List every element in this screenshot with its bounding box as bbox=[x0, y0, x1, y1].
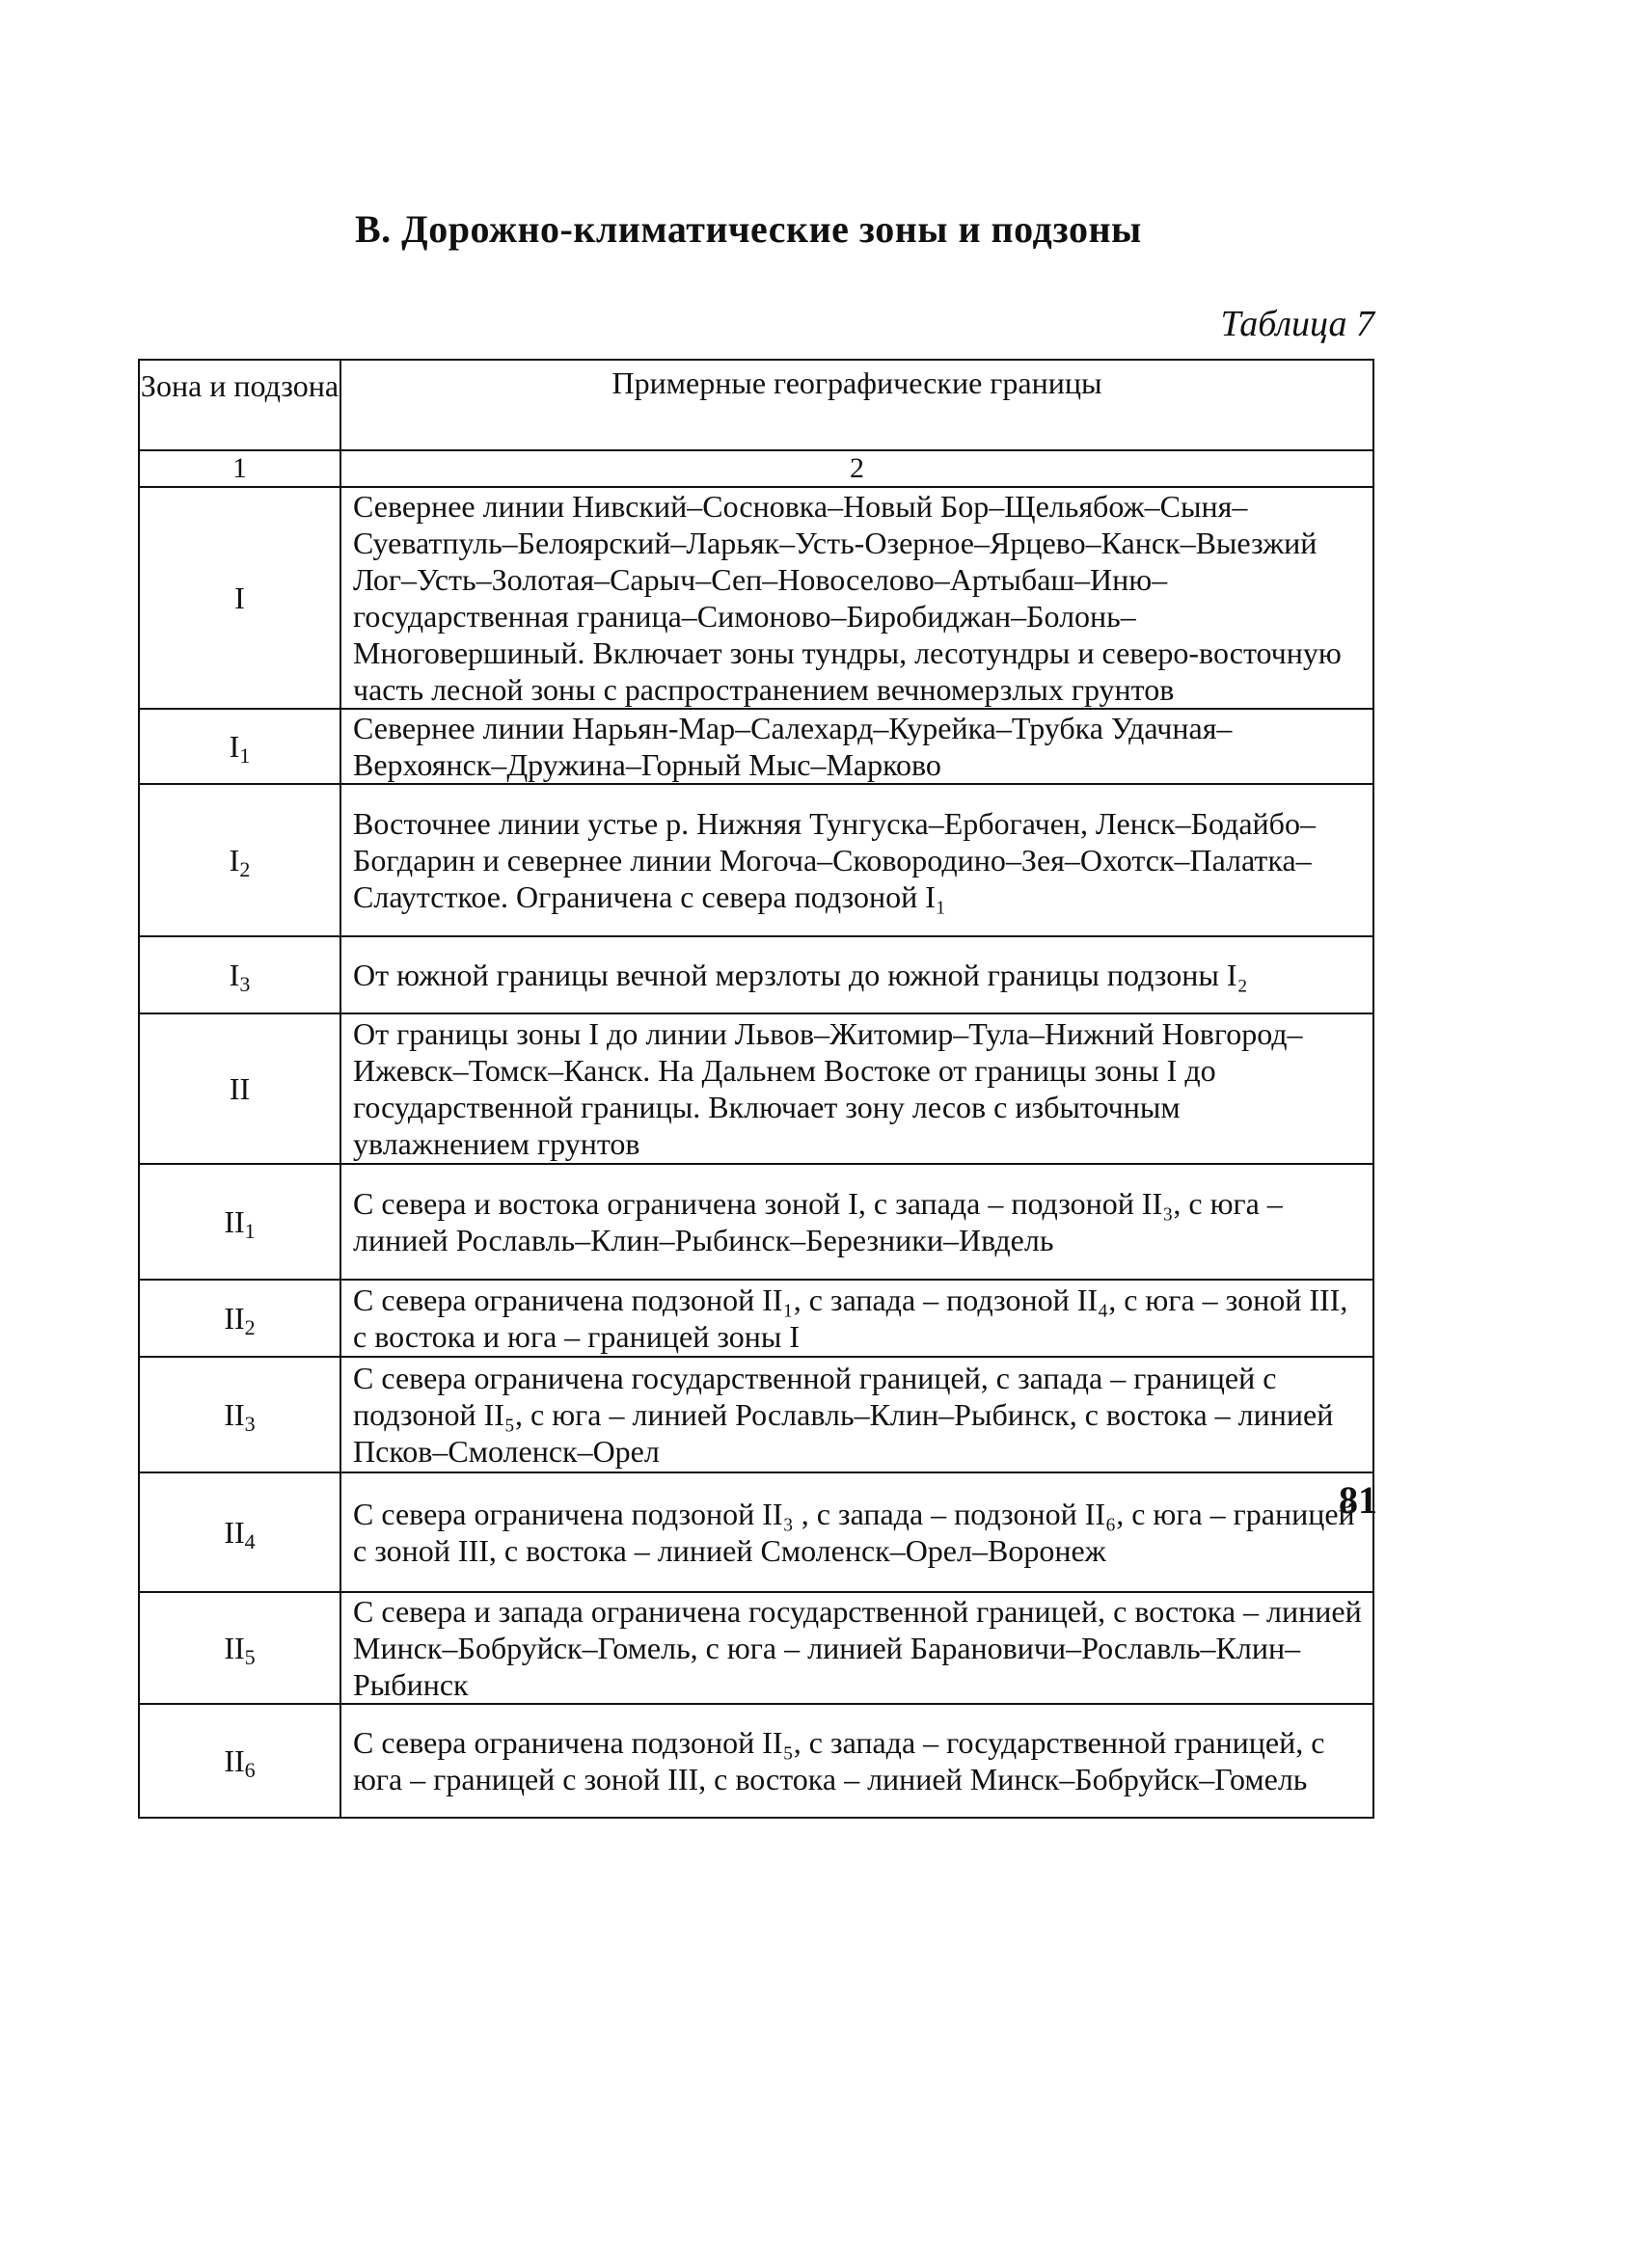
zone-label: II bbox=[224, 1397, 245, 1432]
table-row bbox=[139, 936, 1373, 1013]
zone-subscript: 3 bbox=[239, 972, 251, 996]
zone-subscript: 5 bbox=[244, 1645, 256, 1669]
zone-label: II bbox=[224, 1515, 245, 1550]
zone-cell bbox=[139, 1164, 340, 1280]
zone-subscript: 1 bbox=[239, 743, 251, 768]
header-boundaries: Примерные географические границы bbox=[340, 360, 1373, 450]
zones-table bbox=[138, 359, 1374, 1819]
zone-label: I bbox=[234, 580, 245, 615]
table-caption: Таблица 7 bbox=[1220, 304, 1374, 344]
zone-subscript: 6 bbox=[244, 1758, 256, 1782]
table-row bbox=[139, 709, 1373, 784]
page-number: 81 bbox=[1339, 1478, 1377, 1522]
table-row bbox=[139, 1013, 1373, 1164]
zone-cell bbox=[139, 1357, 340, 1472]
column-number-row bbox=[139, 450, 1373, 487]
column-number: 2 bbox=[340, 450, 1373, 487]
zone-cell bbox=[139, 709, 340, 784]
zone-cell bbox=[139, 487, 340, 709]
section-heading: В. Дорожно-климатические зоны и подзоны bbox=[355, 207, 1142, 251]
zone-label: II bbox=[224, 1743, 245, 1778]
zone-label: II bbox=[229, 1071, 251, 1106]
zone-cell bbox=[139, 1592, 340, 1704]
column-number: 1 bbox=[139, 450, 340, 487]
table-row bbox=[139, 487, 1373, 709]
header-zone: Зона и подзона bbox=[139, 360, 340, 450]
zone-subscript: 3 bbox=[244, 1412, 256, 1436]
zone-label: II bbox=[224, 1301, 245, 1336]
zone-subscript: 2 bbox=[239, 857, 251, 881]
boundary-text: С севера и запада ограничена государственной границей, с востока – линией Минск–Бобруйск–Гомель, с юга – линией Барановичи–Рославль–Клин–Рыбинск bbox=[340, 1592, 1373, 1704]
boundary-text: С севера ограничена подзоной II₃ , с запада – подзоной II₆, с юга – границей с зоной III, с востока – линией Смоленск–Орел–Воронеж bbox=[340, 1472, 1373, 1592]
table-row bbox=[139, 1472, 1373, 1592]
zone-label: I bbox=[229, 843, 240, 878]
boundary-text: С севера и востока ограничена зоной I, с запада – подзоной II₃, с юга – линией Рославль–Клин–Рыбинск–Березники–Ивдель bbox=[340, 1164, 1373, 1280]
boundary-text: Восточнее линии устье р. Нижняя Тунгуска–Ербогачен, Ленск–Бодайбо–Богдарин и севернее линии Могоча–Сковородино–Зея–Охотск–Палатка–Слаутсткое. Ограничена с севера подзоной I₁ bbox=[340, 784, 1373, 936]
boundary-text: От южной границы вечной мерзлоты до южной границы подзоны I₂ bbox=[340, 936, 1373, 1013]
zone-label: II bbox=[224, 1631, 245, 1665]
table-row bbox=[139, 1357, 1373, 1472]
table-row bbox=[139, 784, 1373, 936]
zone-subscript: 1 bbox=[244, 1219, 256, 1243]
boundary-text: Севернее линии Нивский–Сосновка–Новый Бор–Щельябож–Сыня–Суеватпуль–Белоярский–Ларьяк–Усть-Озерное–Ярцево–Канск–Выезжий Лог–Усть–Золотая–Сарыч–Сеп–Новоселово–Артыбаш–Иню–государственная граница–Симоново–Биробиджан–Болонь–Многовершиный. Включает зоны тундры, лесотундры и северо-восточную часть лесной зоны с распространением вечномерзлых грунтов bbox=[340, 487, 1373, 709]
boundary-text: С севера ограничена государственной границей, с запада – границей с подзоной II₅, с юга – линией Рославль–Клин–Рыбинск, с востока – линией Псков–Смоленск–Орел bbox=[340, 1357, 1373, 1472]
boundary-text: Севернее линии Нарьян-Мар–Салехард–Курейка–Трубка Удачная–Верхоянск–Дружина–Горный Мыс–Марково bbox=[340, 709, 1373, 784]
zone-cell bbox=[139, 1704, 340, 1818]
zone-label: I bbox=[229, 729, 240, 764]
zone-label: II bbox=[224, 1204, 245, 1239]
boundary-text: От границы зоны I до линии Львов–Житомир–Тула–Нижний Новгород–Ижевск–Томск–Канск. На Дальнем Востоке от границы зоны I до государственной границы. Включает зону лесов с избыточным увлажнением грунтов bbox=[340, 1013, 1373, 1164]
boundary-text: С севера ограничена подзоной II₁, с запада – подзоной II₄, с юга – зоной III, с востока и юга – границей зоны I bbox=[340, 1280, 1373, 1357]
zone-label: I bbox=[229, 958, 240, 992]
table-row bbox=[139, 1592, 1373, 1704]
table-row bbox=[139, 1164, 1373, 1280]
table-row bbox=[139, 1280, 1373, 1357]
zone-subscript: 4 bbox=[244, 1529, 256, 1553]
zone-cell bbox=[139, 1280, 340, 1357]
zone-subscript: 2 bbox=[244, 1315, 256, 1339]
table-row bbox=[139, 1704, 1373, 1818]
zone-cell bbox=[139, 936, 340, 1013]
zone-cell bbox=[139, 1013, 340, 1164]
zone-cell bbox=[139, 1472, 340, 1592]
boundary-text: С севера ограничена подзоной II₅, с запада – государственной границей, с юга – границей с зоной III, с востока – линией Минск–Бобруйск–Гомель bbox=[340, 1704, 1373, 1818]
zone-cell bbox=[139, 784, 340, 936]
table-header-row bbox=[139, 360, 1373, 450]
